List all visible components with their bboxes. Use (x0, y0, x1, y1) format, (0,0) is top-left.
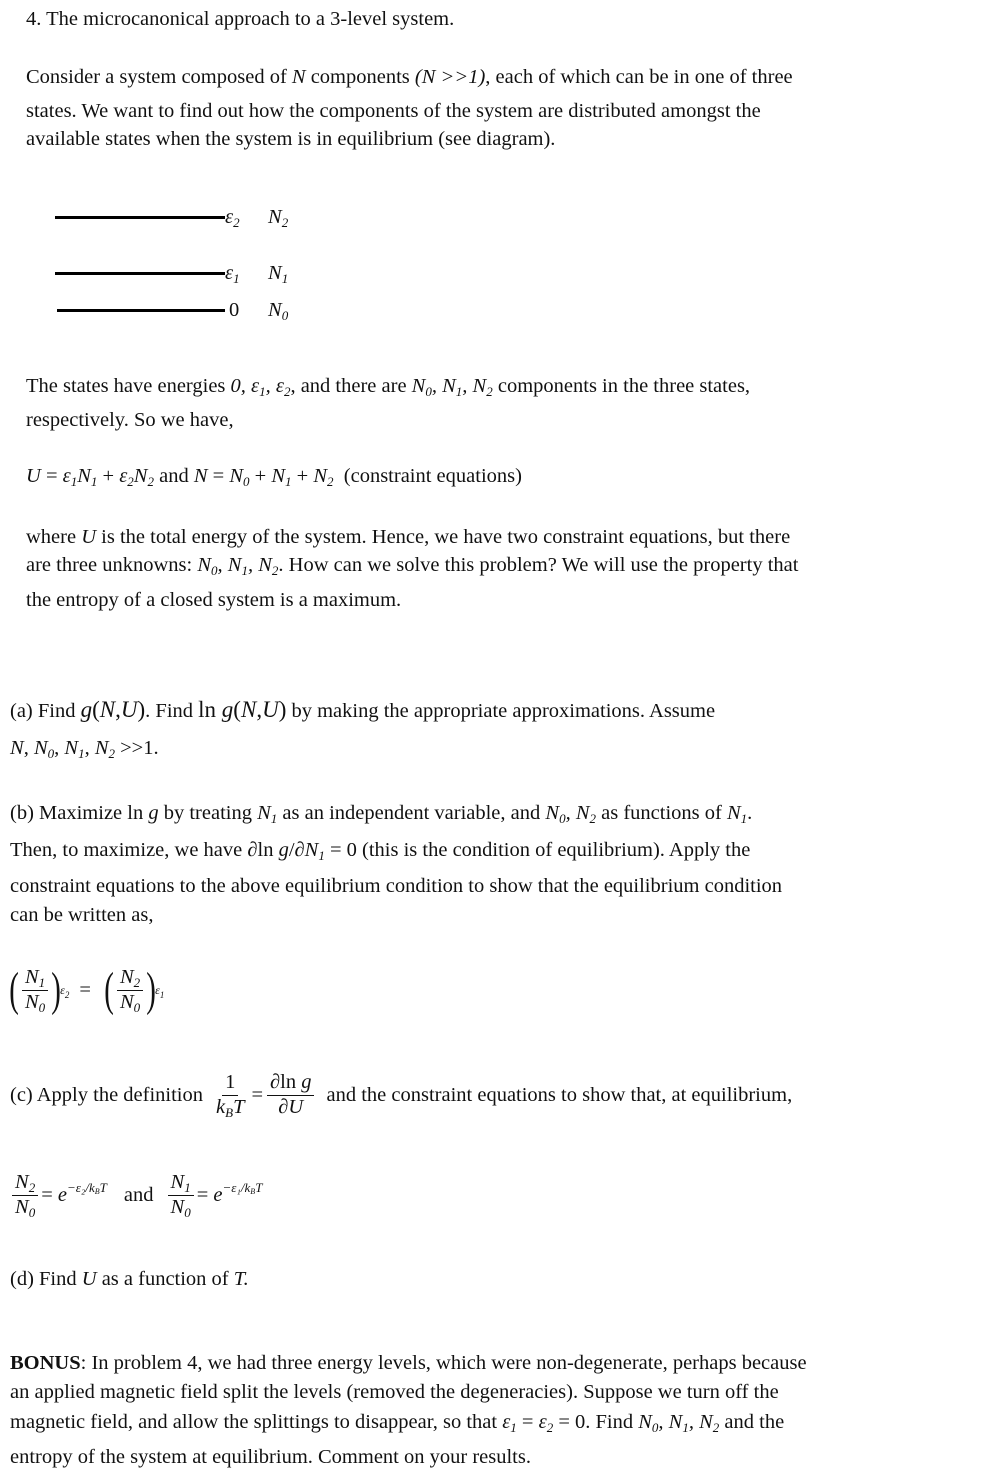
level-1-energy-sub: 1 (233, 271, 240, 286)
intro-N: N (291, 66, 306, 88)
part-d-U: U (81, 1268, 97, 1290)
part-d-text: as a function of (101, 1268, 229, 1290)
where-text: where (26, 526, 77, 548)
states-line-2: respectively. So we have, (26, 409, 234, 431)
part-c-text: (c) Apply the definition (10, 1083, 203, 1106)
where-line-2: are three unknowns: $N_0$, $N_1$, $N_2$. How can we solve this problem? We will use the property that (26, 554, 799, 578)
intro-text: Consider a system composed of (26, 66, 287, 88)
intro-text: , each of which can be in one of three (485, 66, 793, 88)
bonus-line-3: magnetic field, and allow the splittings to disappear, so that $\varepsilon_1 = \varepsilon_2 = 0$. Find $N_0$, $N_1$, $N_2$ and the (10, 1411, 785, 1435)
states-text: components in the three states, (497, 375, 751, 397)
intro-line-1 (26, 67, 793, 88)
level-2-energy (225, 206, 240, 229)
part-b-text: as an independent variable, and (282, 802, 541, 824)
part-c-and: and (123, 1183, 154, 1206)
where-text: is the total energy of the system. Hence, we have two constraint equations, but there (101, 526, 791, 548)
bonus-line-2: an applied magnetic field split the levels (removed the degeneracies). Suppose we turn off the (10, 1381, 779, 1403)
part-b-line-3: constraint equations to the above equilibrium condition to show that the equilibrium condition (10, 875, 783, 897)
part-c-text: and the constraint equations to show that, at equilibrium, (326, 1083, 793, 1106)
intro-text: components (310, 66, 410, 88)
part-c-line-1: (c) Apply the definition $\frac{1}{k_BT}$ = $\frac{\text{∂ln g}}{\partial U}$ and the constraint equations to show that, at equilibrium, (10, 1071, 793, 1120)
part-a-condition: >>1. (120, 737, 159, 759)
part-b-text: (this is the condition of equilibrium). Apply the (362, 839, 751, 861)
where-line-1 (26, 527, 790, 548)
level-0-pop-symbol: N (268, 299, 282, 321)
where-U: U (81, 526, 97, 548)
constraint-equations: $U = \varepsilon_1N_1 + \varepsilon_2N_2$ and $N = N_0 + N_1 + N_2$ (constraint equations) (26, 465, 522, 489)
part-d-text: (d) Find (10, 1268, 77, 1290)
problem-heading: 4. The microcanonical approach to a 3-level system. (26, 8, 455, 30)
where-text: are three unknowns: (26, 554, 193, 576)
part-d (10, 1269, 249, 1290)
where-line-3: the entropy of a closed system is a maximum. (26, 589, 402, 611)
part-a-line-2: N, $N_0$, $N_1$, $N_2 >>1$. (10, 737, 159, 761)
constraint-and: and (159, 465, 189, 487)
states-line-1: The states have energies 0, $\varepsilon_1$, $\varepsilon_2$, and there are $N_0$, $N_1$, $N_2$ components in the three states, (26, 375, 751, 399)
level-1-energy (225, 262, 240, 285)
level-1-pop-sub: 1 (281, 271, 289, 286)
intro-line-2: states. We want to find out how the components of the system are distributed amongst the (26, 100, 761, 122)
level-0-pop-sub: 0 (281, 308, 289, 323)
equilibrium-equation: ( $\frac{N_1}{N_0}$ ) $\varepsilon_2$ = ( $\frac{N_2}{N_0}$ ) $\varepsilon_1$ (9, 963, 165, 1016)
level-0-energy: 0 (229, 299, 240, 321)
part-b-line-1: (b) Maximize ln g by treating $N_1$ as an independent variable, and $N_0$, $N_2$ as functions of $N_1$. (10, 802, 753, 826)
bonus-label: BONUS (10, 1352, 81, 1374)
part-a-text: . Find (145, 700, 194, 722)
level-line-2 (55, 216, 225, 219)
bonus-line-1 (10, 1353, 807, 1374)
level-1-energy-symbol: ε (225, 262, 234, 284)
level-2-pop (268, 206, 288, 229)
level-line-0 (57, 309, 225, 312)
boltzmann-ratio-equations: $\frac{N_2}{N_0}$ = $e^{-\varepsilon_2/k_BT}$ and $\frac{N_1}{N_0}$ = $e^{-\varepsilon_1/k_BT}$ (12, 1172, 265, 1218)
part-b-text: Then, to maximize, we have (10, 839, 243, 861)
part-a-line-1: (a) Find g(N,U). Find ln g(N,U) by making the appropriate approximations. Assume (10, 697, 716, 722)
level-2-energy-sub: 2 (233, 215, 240, 230)
part-d-T: T. (233, 1268, 249, 1290)
bonus-text: magnetic field, and allow the splittings to disappear, so that (10, 1411, 498, 1433)
part-a-text: (a) Find (10, 700, 76, 722)
constraint-note: (constraint equations) (343, 465, 522, 487)
level-2-pop-sub: 2 (281, 215, 289, 230)
level-0-pop (268, 299, 288, 322)
where-text: . How can we solve this problem? We will use the property that (278, 554, 799, 576)
level-2-energy-symbol: ε (225, 206, 234, 228)
level-1-pop-symbol: N (268, 262, 282, 284)
part-b-text: as functions of (601, 802, 722, 824)
bonus-text: and the (724, 1411, 785, 1433)
bonus-line-4: entropy of the system at equilibrium. Comment on your results. (10, 1446, 531, 1468)
intro-condition: (N >>1) (414, 66, 486, 88)
part-a-text: by making the appropriate approximations. Assume (291, 700, 716, 722)
part-b-text: by treating (163, 802, 252, 824)
bonus-text: . Find (585, 1411, 634, 1433)
part-b-text: (b) Maximize (10, 802, 123, 824)
part-b-line-2: Then, to maximize, we have ∂ln $g/\partial N_1 = 0$ (this is the condition of equilibrium). Apply the (10, 839, 751, 863)
states-text: , and there are (290, 375, 407, 397)
part-b-line-4: can be written as, (10, 904, 154, 926)
level-1-pop (268, 262, 288, 285)
bonus-text: : In problem 4, we had three energy levels, which were non-degenerate, perhaps because (80, 1352, 807, 1374)
level-2-pop-symbol: N (268, 206, 282, 228)
intro-line-3: available states when the system is in equilibrium (see diagram). (26, 128, 556, 150)
level-line-1 (55, 272, 225, 275)
states-text: The states have energies (26, 375, 226, 397)
